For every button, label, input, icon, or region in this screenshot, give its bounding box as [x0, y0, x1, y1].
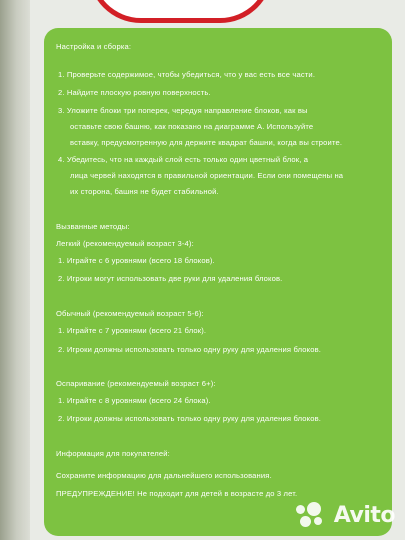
setup-step-4-cont-a: лица червей находятся в правильной ориентации. Если они помещены на: [70, 171, 344, 180]
setup-step-3: 3. Уложите блоки три поперек, чередуя направление блоков, как вы: [58, 106, 308, 115]
methods-heading: Вызванные методы:: [56, 222, 130, 231]
setup-step-4: 4. Убедитесь, что на каждый слой есть только один цветный блок, а: [58, 155, 309, 164]
challenge-rule-2: 2. Игроки должны использовать только одну руку для удаления блоков.: [58, 414, 322, 423]
instructions-text: [44, 28, 392, 536]
buyer-info-note: Сохраните информацию для дальнейшего использования.: [56, 471, 272, 480]
setup-step-3-cont-a: оставьте свою башню, как показано на диаграмме А. Используйте: [70, 122, 314, 131]
setup-step-2: 2. Найдите плоскую ровную поверхность.: [58, 88, 211, 97]
avito-watermark: [294, 502, 395, 528]
challenge-heading: Оспаривание (рекомендуемый возраст 6+):: [56, 379, 216, 388]
setup-step-3-cont-b: вставку, предусмотренную для держите квадрат башни, когда вы строите.: [70, 138, 343, 147]
easy-rule-1: 1. Играйте с 6 уровнями (всего 18 блоков).: [58, 256, 215, 265]
instructions-panel: [44, 28, 392, 536]
setup-step-1: 1. Проверьте содержимое, чтобы убедиться, что у вас есть все части.: [58, 70, 316, 79]
box-left-edge: [0, 0, 30, 540]
easy-heading: Легкий (рекомендуемый возраст 3-4):: [56, 239, 194, 248]
avito-watermark-text: Avito: [333, 502, 395, 528]
easy-rule-2: 2. Игроки могут использовать две руки для удаления блоков.: [58, 274, 283, 283]
challenge-rule-1: 1. Играйте с 8 уровнями (всего 24 блока).: [58, 396, 211, 405]
warning-text: ПРЕДУПРЕЖДЕНИЕ! Не подходит для детей в возрасте до 3 лет.: [56, 489, 298, 498]
setup-step-4-cont-b: их сторона, башня не будет стабильной.: [70, 187, 219, 196]
avito-dots-icon: [294, 502, 330, 528]
normal-rule-2: 2. Игроки должны использовать только одну руку для удаления блоков.: [58, 345, 322, 354]
normal-rule-1: 1. Играйте с 7 уровнями (всего 21 блок).: [58, 326, 207, 335]
box-top-logo-shape: [88, 0, 273, 23]
buyer-info-heading: Информация для покупателей:: [56, 449, 170, 458]
normal-heading: Обычный (рекомендуемый возраст 5-6):: [56, 309, 204, 318]
setup-heading: Настройка и сборка:: [56, 42, 132, 51]
